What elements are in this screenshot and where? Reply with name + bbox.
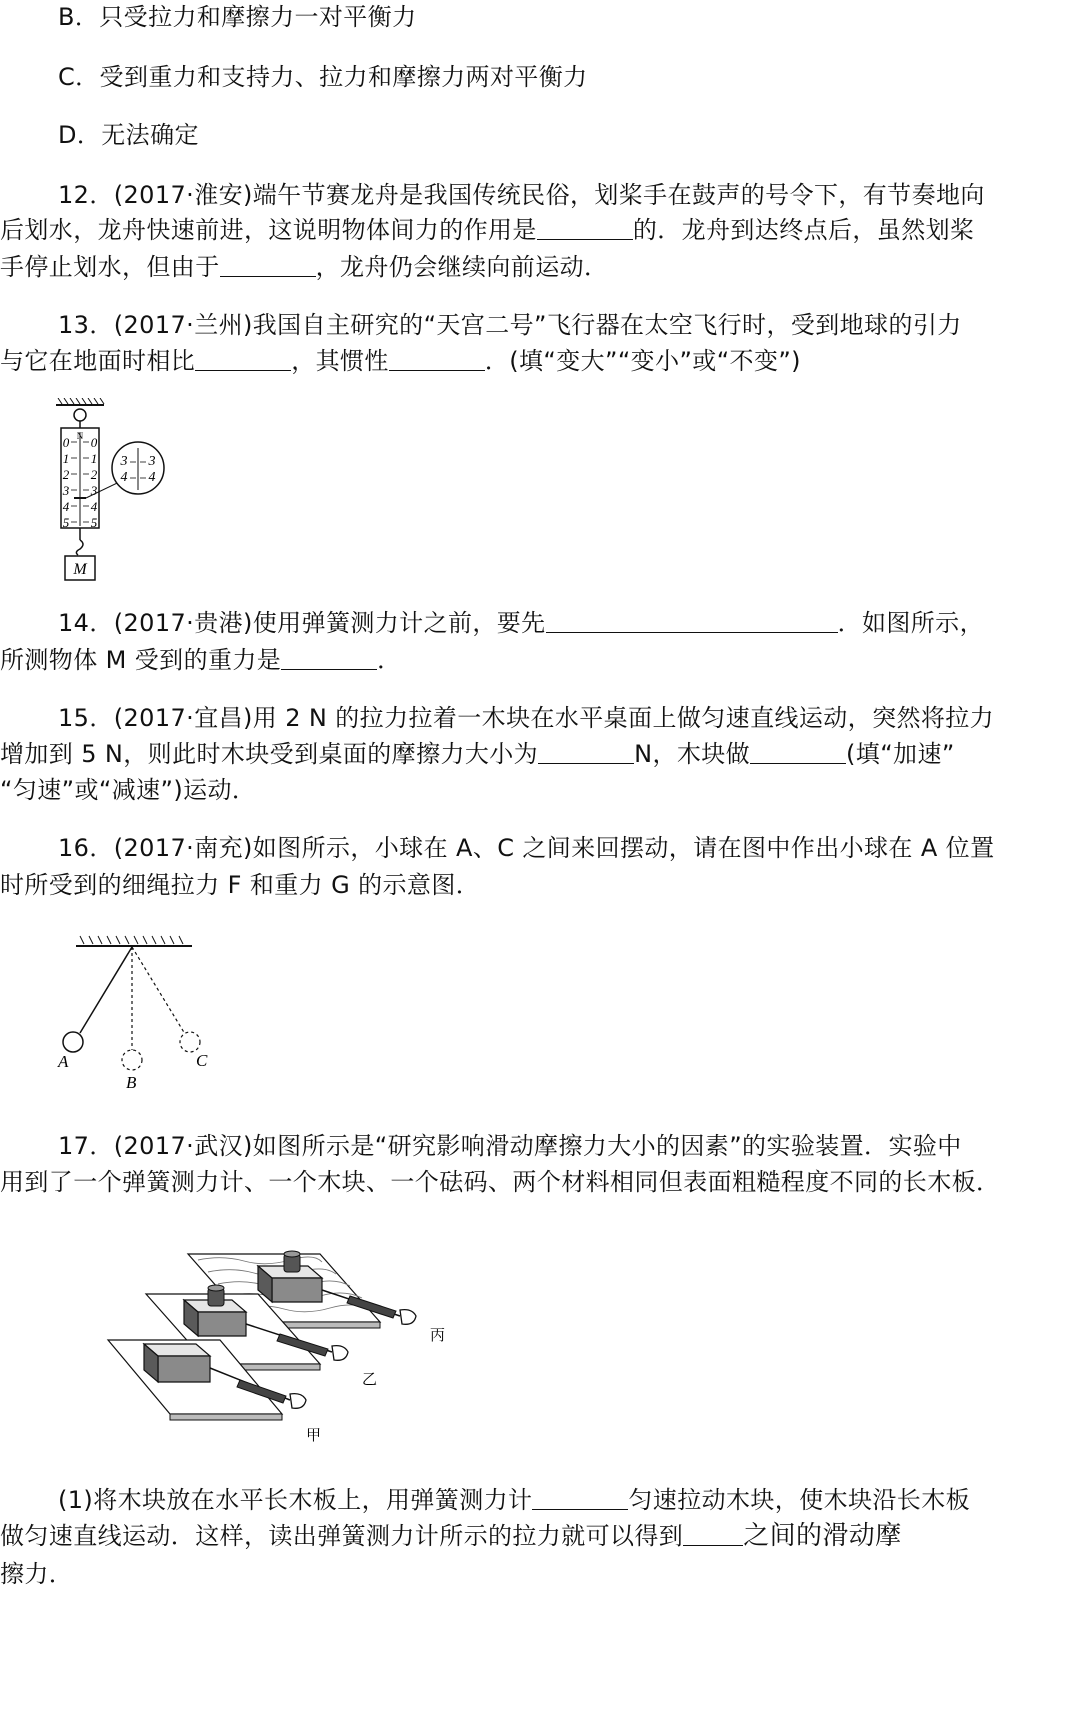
q17-1-text-d: 之间的滑动摩 xyxy=(743,1521,902,1551)
scale-tick-right-5: 5 xyxy=(90,515,98,530)
q16-line2: 时所受到的细绳拉力 F 和重力 G 的示意图． xyxy=(0,871,481,899)
option-d: D．无法确定 xyxy=(58,121,199,149)
q17-1-blank-1[interactable] xyxy=(532,1487,628,1510)
q16-line1: 16．(2017·南充)如图所示，小球在 A、C 之间来回摆动，请在图中作出小球在 A 位置 xyxy=(58,834,995,862)
pendulum-figure xyxy=(46,924,216,1096)
zoom-tick-left-4: 4 xyxy=(120,470,128,485)
q17-1-text-b: 匀速拉动木块，使木块沿长木板 xyxy=(628,1486,971,1514)
q14-blank-1[interactable] xyxy=(546,610,838,633)
q12-text-b: 的．龙舟到达终点后，虽然划桨 xyxy=(632,216,975,244)
q15-blank-2[interactable] xyxy=(750,741,846,764)
zoom-tick-right-4: 4 xyxy=(148,470,156,485)
scale-tick-right-0: 0 xyxy=(90,435,98,450)
option-c: C．受到重力和支持力、拉力和摩擦力两对平衡力 xyxy=(58,63,588,91)
q17-1-text-a: (1)将木块放在水平长木板上，用弹簧测力计 xyxy=(58,1486,533,1514)
q13-text-c: ．(填“变大”“变小”或“不变”) xyxy=(484,347,801,375)
q13-text-b: ，其惯性 xyxy=(291,347,389,375)
q13-text-a: 与它在地面时相比 xyxy=(0,347,196,375)
label-bing: 丙 xyxy=(430,1328,446,1344)
q17-1-line1 xyxy=(58,1485,970,1515)
scale-tick-right-3: 3 xyxy=(90,483,98,498)
label-c: C xyxy=(196,1051,208,1070)
q14-line2 xyxy=(0,645,402,675)
q13-blank-1[interactable] xyxy=(195,348,291,371)
q12-blank-2[interactable] xyxy=(220,254,316,277)
q15-text-b: N，木块做 xyxy=(634,740,751,768)
string-a xyxy=(80,947,132,1033)
q12-text-d: ，龙舟仍会继续向前运动． xyxy=(315,253,609,281)
scale-tick-left-0: 0 xyxy=(62,435,70,450)
ball-b xyxy=(122,1050,142,1070)
q15-text-c: (填“加速” xyxy=(846,740,955,768)
scale-tick-right-1: 1 xyxy=(90,451,98,466)
q15-line2 xyxy=(0,739,955,769)
q17-1-line3: 擦力． xyxy=(0,1560,74,1588)
weight-label: M xyxy=(73,561,87,578)
option-b: B．只受拉力和摩擦力一对平衡力 xyxy=(58,3,417,31)
spring-scale-figure xyxy=(50,398,180,598)
string-c xyxy=(132,947,185,1034)
scale-tick-left-1: 1 xyxy=(62,451,70,466)
scale-unit: N xyxy=(76,431,84,441)
q15-line3: “匀速”或“减速”)运动． xyxy=(0,776,257,804)
q12-blank-1[interactable] xyxy=(537,217,633,240)
label-jia: 甲 xyxy=(306,1428,322,1444)
q17-line2: 用到了一个弹簧测力计、一个木块、一个砝码、两个材料相同但表面粗糙程度不同的长木板． xyxy=(0,1168,1001,1196)
zoom-tick-left-3: 3 xyxy=(120,454,128,469)
label-a: A xyxy=(58,1052,69,1071)
q13-line2 xyxy=(0,346,801,376)
q14-line1 xyxy=(58,608,984,638)
q14-text-d: ． xyxy=(377,646,402,674)
q15-text-a: 增加到 5 N，则此时木块受到桌面的摩擦力大小为 xyxy=(0,740,539,768)
q17-line1: 17．(2017·武汉)如图所示是“研究影响滑动摩擦力大小的因素”的实验装置．实验中 xyxy=(58,1132,962,1160)
label-b: B xyxy=(126,1073,137,1092)
q17-1-line2 xyxy=(0,1521,902,1551)
scale-tick-right-2: 2 xyxy=(90,467,98,482)
q12-line3 xyxy=(0,252,608,282)
q17-1-blank-2[interactable] xyxy=(683,1523,743,1546)
scale-tick-left-2: 2 xyxy=(62,467,70,482)
ball-a xyxy=(63,1032,83,1052)
q15-blank-1[interactable] xyxy=(538,741,634,764)
q12-line1: 12．(2017·淮安)端午节赛龙舟是我国传统民俗，划桨手在鼓声的号令下，有节奏地向 xyxy=(58,181,985,209)
q14-text-b: ．如图所示， xyxy=(837,609,984,637)
q13-line1: 13．(2017·兰州)我国自主研究的“天宫二号”飞行器在太空飞行时，受到地球的引力 xyxy=(58,311,962,339)
ball-c xyxy=(180,1032,200,1052)
q13-blank-2[interactable] xyxy=(389,348,485,371)
scale-tick-left-4: 4 xyxy=(62,499,70,514)
q14-text-a: 14．(2017·贵港)使用弹簧测力计之前，要先 xyxy=(58,609,546,637)
q15-line1: 15．(2017·宜昌)用 2 N 的拉力拉着一木块在水平桌面上做匀速直线运动，突然将拉力 xyxy=(58,704,995,732)
label-yi: 乙 xyxy=(362,1372,378,1388)
q12-text-c: 手停止划水，但由于 xyxy=(0,253,220,281)
q14-blank-2[interactable] xyxy=(281,647,377,670)
q14-text-c: 所测物体 M 受到的重力是 xyxy=(0,646,282,674)
friction-experiment-figure xyxy=(100,1224,500,1454)
q12-text-a: 后划水，龙舟快速前进，这说明物体间力的作用是 xyxy=(0,216,537,244)
scale-tick-left-3: 3 xyxy=(62,483,70,498)
scale-tick-right-4: 4 xyxy=(90,499,98,514)
scale-tick-left-5: 5 xyxy=(62,515,70,530)
q12-line2 xyxy=(0,215,974,245)
q17-1-text-c: 做匀速直线运动．这样，读出弹簧测力计所示的拉力就可以得到 xyxy=(0,1522,684,1550)
zoom-tick-right-3: 3 xyxy=(148,454,156,469)
